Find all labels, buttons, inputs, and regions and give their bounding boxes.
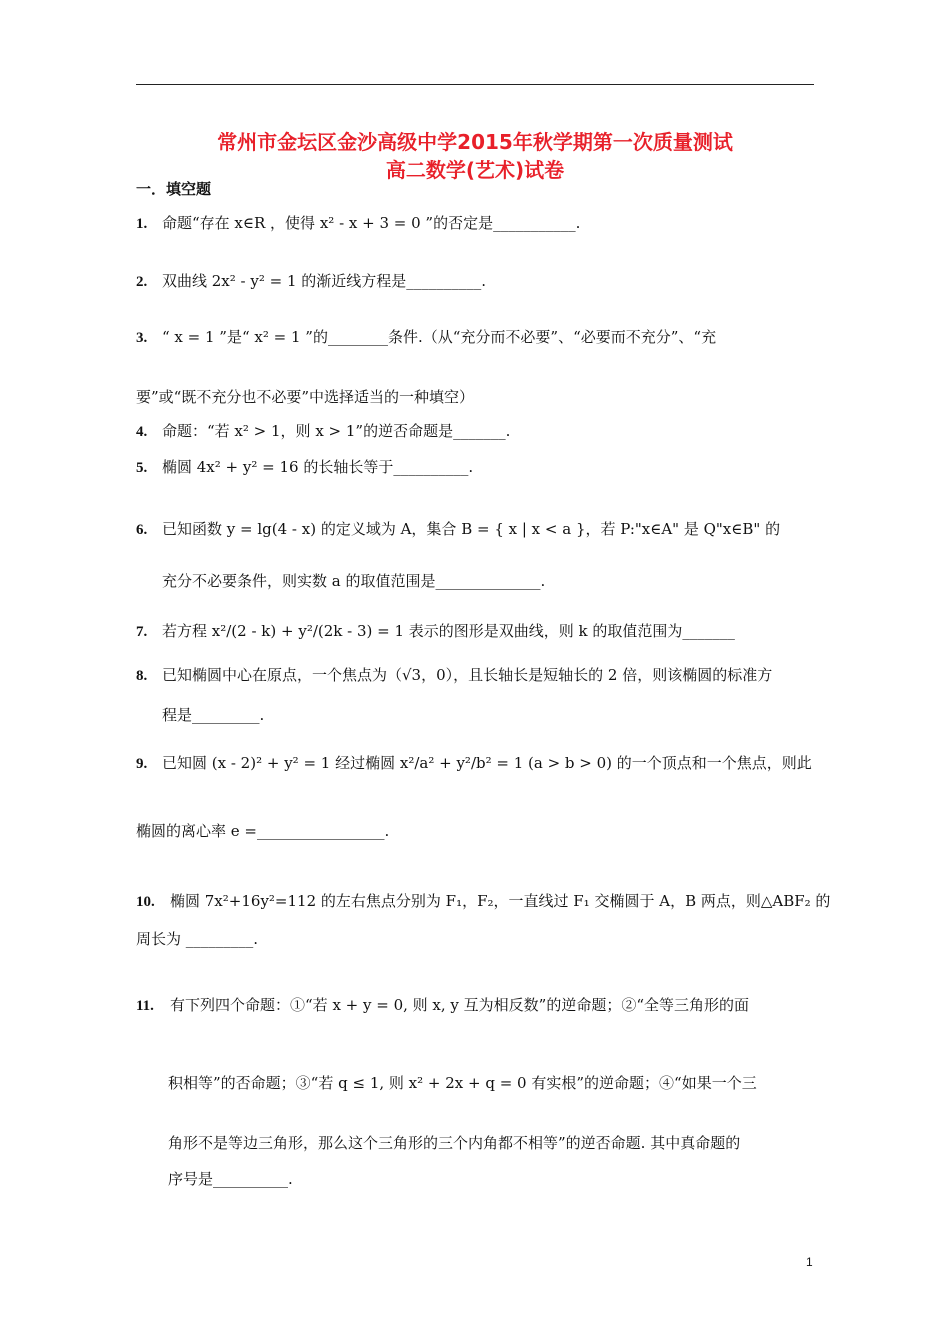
question-text: 双曲线 2x² - y² = 1 的渐近线方程是__________.: [162, 272, 487, 290]
question-number: 10.: [136, 894, 155, 910]
question-number: 7.: [136, 624, 148, 640]
section-heading: 一．填空题: [136, 180, 212, 198]
question-8-continued: 程是_________.: [162, 706, 265, 724]
question-number: 1.: [136, 216, 148, 232]
exam-subtitle: 高二数学(艺术)试卷: [385, 158, 565, 182]
question-5: [136, 456, 473, 479]
question-10-continued: 周长为 _________.: [136, 930, 259, 948]
question-number: 6.: [136, 522, 148, 538]
page-number: 1: [806, 1255, 813, 1269]
question-8: [136, 664, 772, 687]
question-3-continued: 要”或“既不充分也不必要”中选择适当的一种填空）: [136, 388, 475, 406]
question-7: [136, 620, 735, 643]
question-6-continued: 充分不必要条件，则实数 a 的取值范围是______________.: [162, 572, 546, 590]
question-number: 4.: [136, 424, 148, 440]
question-11: [136, 994, 749, 1017]
question-number: 3.: [136, 330, 148, 346]
question-text: 已知圆 (x - 2)² + y² = 1 经过椭圆 x²/a² + y²/b² = 1 (a > b > 0) 的一个顶点和一个焦点，则此: [162, 754, 812, 772]
question-text: 命题：“若 x² > 1，则 x > 1”的逆否命题是_______.: [162, 422, 511, 440]
exam-title: 常州市金坛区金沙高级中学2015年秋学期第一次质量测试: [217, 130, 733, 154]
question-9-continued: 椭圆的离心率 e =_________________.: [136, 822, 390, 840]
question-number: 5.: [136, 460, 148, 476]
question-text: 命题“存在 x∈R ，使得 x² - x + 3 = 0 ”的否定是___________.: [162, 214, 581, 232]
question-number: 9.: [136, 756, 148, 772]
question-text: 有下列四个命题：①“若 x + y = 0, 则 x, y 互为相反数”的逆命题；②“全等三角形的面: [170, 996, 750, 1014]
question-text: 椭圆 7x²+16y²=112 的左右焦点分别为 F₁，F₂，一直线过 F₁ 交椭圆于 A，B 两点，则△ABF₂ 的: [170, 892, 831, 910]
question-9: [136, 752, 812, 775]
question-1: [136, 212, 580, 235]
question-2: [136, 270, 486, 293]
question-text: 若方程 x²/(2 - k) + y²/(2k - 3) = 1 表示的图形是双曲线，则 k 的取值范围为_______: [162, 622, 735, 640]
question-6: [136, 518, 780, 541]
question-text: 已知函数 y = lg(4 - x) 的定义域为 A，集合 B = { x | x < a }，若 P:"x∈A" 是 Q"x∈B" 的: [162, 520, 781, 538]
question-3: [136, 326, 716, 349]
question-4: [136, 420, 510, 443]
question-text: 已知椭圆中心在原点，一个焦点为（√3，0），且长轴长是短轴长的 2 倍，则该椭圆的标准方: [162, 666, 773, 684]
top-rule: [136, 84, 814, 85]
question-number: 2.: [136, 274, 148, 290]
question-number: 8.: [136, 668, 148, 684]
question-11-line3: 角形不是等边三角形，那么这个三角形的三个内角都不相等”的逆否命题. 其中真命题的: [168, 1134, 741, 1152]
question-10: [136, 890, 830, 913]
question-11-line2: 积相等”的否命题；③“若 q ≤ 1, 则 x² + 2x + q = 0 有实根”的逆命题；④“如果一个三: [168, 1074, 757, 1092]
question-number: 11.: [136, 998, 154, 1014]
question-text: “ x = 1 ”是“ x² = 1 ”的________条件.（从“充分而不必要”、“必要而不充分”、“充: [162, 328, 717, 346]
question-text: 椭圆 4x² + y² = 16 的长轴长等于__________.: [162, 458, 474, 476]
question-11-line4: 序号是__________.: [168, 1170, 293, 1188]
